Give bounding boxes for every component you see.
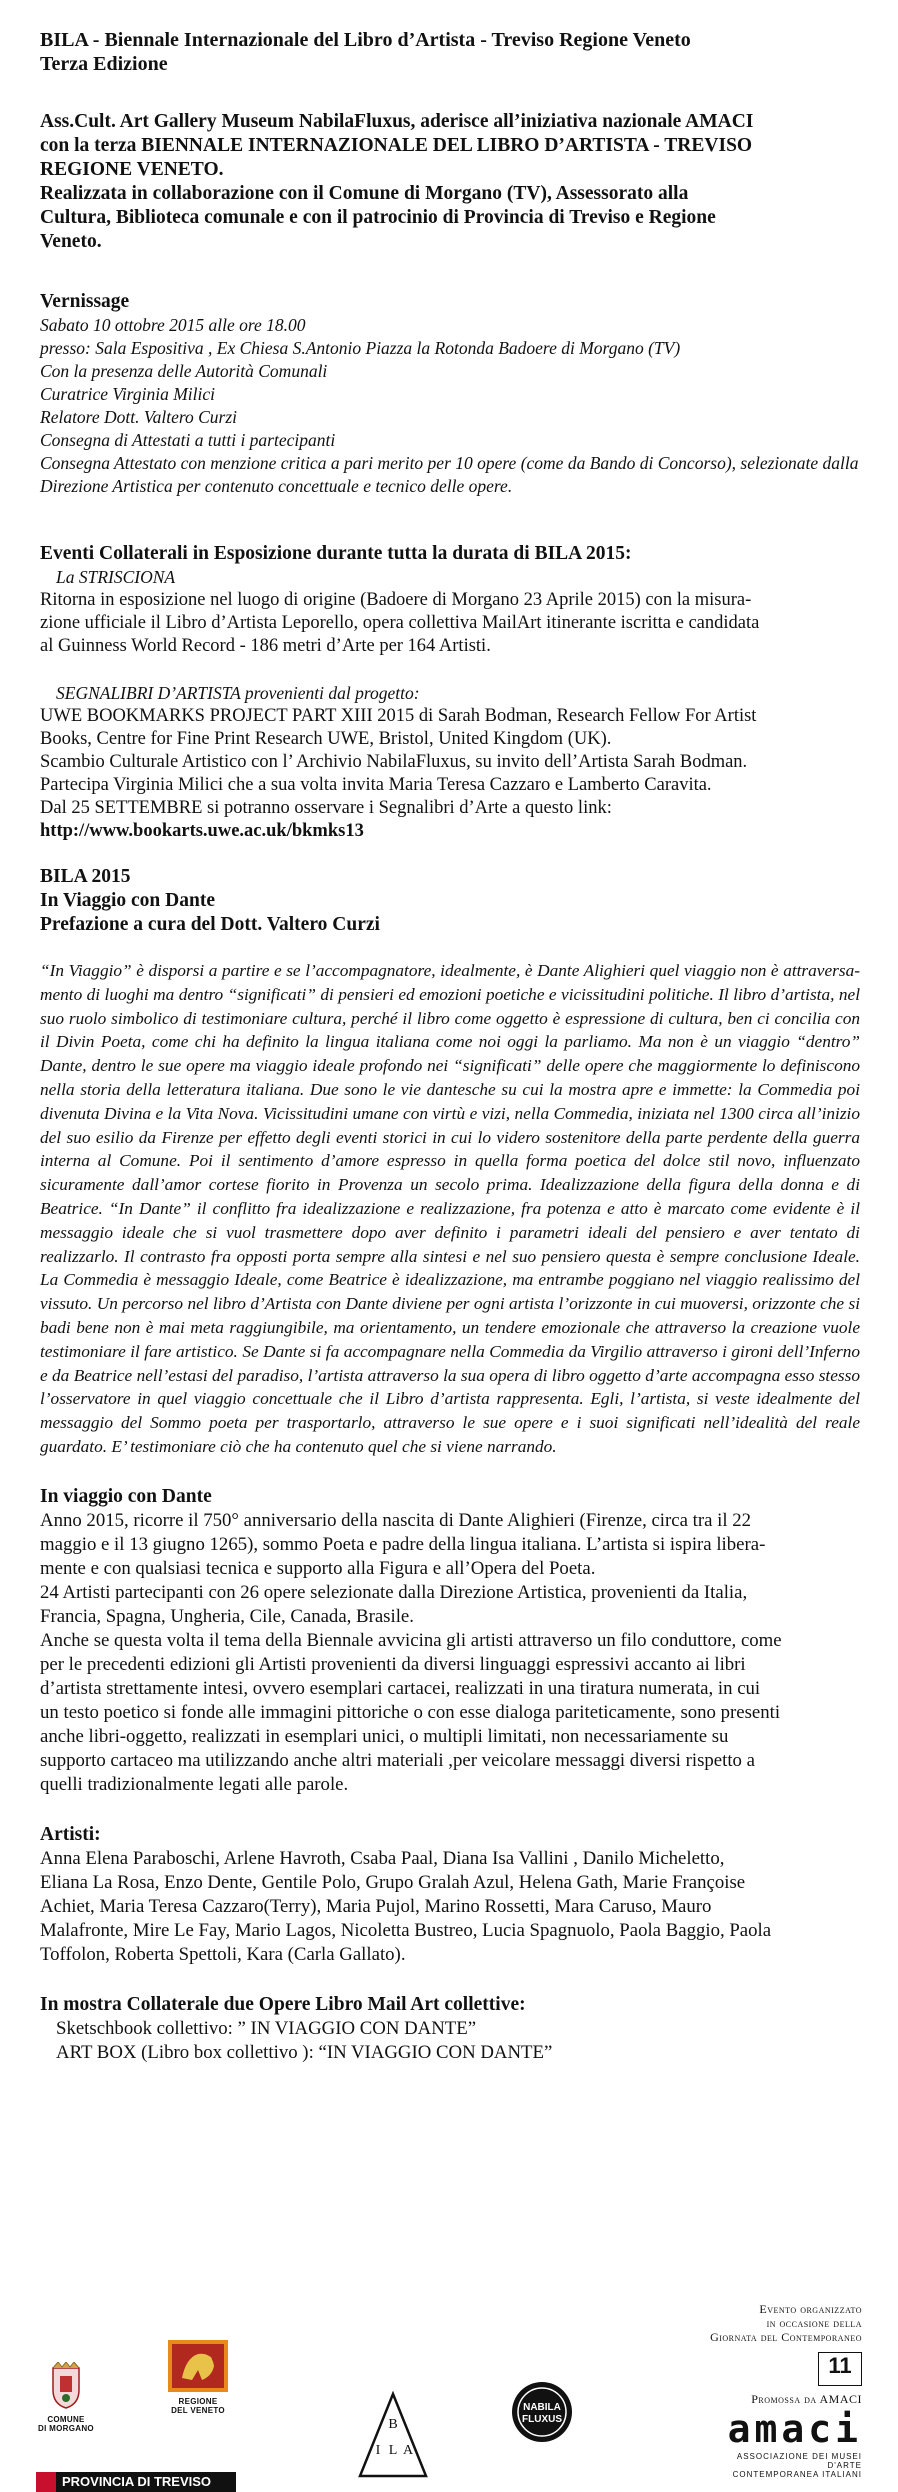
intro-line: con la terza BIENNALE INTERNAZIONALE DEL LIBRO D’ARTISTA - TREVISO xyxy=(40,135,753,156)
promossa-label: Promossa da AMACI xyxy=(751,2392,862,2406)
vernissage-line: Con la presenza delle Autorità Comunali xyxy=(40,361,328,381)
segnalibri-line: Books, Centre for Fine Print Research UWE, Bristol, United Kingdom (UK). xyxy=(40,729,612,749)
vernissage-line: Consegna Attestato con menzione critica a pari merito per 10 opere (come da Bando di Concorso), selezionate dalla xyxy=(40,453,859,473)
strisciona-line: zione ufficiale il Libro d’Artista Leporello, opera collettiva MailArt itinerante iscritta e candidata xyxy=(40,613,760,633)
viaggio-line: per le precedenti edizioni gli Artisti provenienti da diversi linguaggi espressivi accanto ai libri xyxy=(40,1653,746,1675)
regione-veneto-logo xyxy=(158,2340,238,2415)
morgano-caption: DI MORGANO xyxy=(38,2424,94,2433)
provincia-treviso-logo xyxy=(36,2472,236,2492)
document-title: BILA - Biennale Internazionale del Libro d’Artista - Treviso Regione Veneto xyxy=(40,29,691,51)
veneto-lion-icon xyxy=(168,2340,228,2392)
viaggio-line: supporto cartaceo ma utilizzando anche altri materiali ,per veicolare messaggi diversi rispetto a xyxy=(40,1749,755,1771)
segnalibri-title: SEGNALIBRI D’ARTISTA provenienti dal progetto: xyxy=(56,683,420,703)
bila-2015-subtitle: In Viaggio con Dante xyxy=(40,890,215,911)
nabilafluxus-logo xyxy=(510,2380,574,2449)
prefazione-title: Prefazione a cura del Dott. Valtero Curzi xyxy=(40,914,380,935)
vernissage-line: Direzione Artistica per contenuto concettuale e tecnico delle opere. xyxy=(40,476,513,496)
evento-line: in occasione della xyxy=(766,2316,862,2330)
vernissage-title: Vernissage xyxy=(40,291,130,312)
intro-line: REGIONE VENETO. xyxy=(40,159,224,180)
amaci-logo: amaci xyxy=(727,2407,862,2451)
prefazione-essay: “In Viaggio” è disporsi a partire e se l’accompagnatore, idealmente, è Dante Alighieri quel viaggio non è attraversa-mento di luoghi ma dentro “significati” di pensieri ed emozioni poetiche e vicissitudini politiche. Il libro d’artista, nel suo ruolo simbolico di testimoniare cultura, perché il libro come oggetto è espressione di cultura, ben ci concilia con il Divin Poeta, come chi ha definito la lingua italiana come noi oggi la parliamo. Ma non è un viaggio “dentro” Dante, dentro le sue opere ma viaggio ideale profondo nei “significati” delle opere che maggiormente lo definiscono nella storia della letteratura italiana. Due sono le vie dantesche su cui la mostra apre e immette: la Commedia poi divenuta Divina e la Vita Nova. Vicissitudini umane con virtù e vizi, nella Commedia, iniziata nel 1300 circa all’inizio del suo esilio da Firenze per effetto degli eventi storici in cui lo videro sostenitore della parte perdente della guerra interna al Comune. Poi il sentimento d’amore espresso in quella forma poetica del dolce stil novo, influenzato sicuramente dall’amor cortese fiorito in Provenza un secolo prima. Idealizzazione della figura della donna e di Beatrice. “In Dante” il conflitto fra idealizzazione e realizzazione, fra potenza e atto è marcato come evidente è il messaggio ideale che si vuol trasmettere dopo aver definito i parametri ideali del pensiero e aver tentato di realizzarlo. Il contrasto fra opposti porta sempre alla sintesi e nel suo pensiero questa è sempre conclusione Ideale. La Commedia è messaggio Ideale, come Beatrice è idealizzazione, ma entrambe poggiano nel viaggio realissimo del vissuto. Un percorso nel libro d’Artista con Dante diviene per ogni artista l’orizzonte in cui muoversi, orizzonte che si badi bene non è mai meta raggiungibile, ma orientamento, un tendere emozionale che attraverso la creazione vuole testimoniare il fare artistico. Se Dante si fa accompagnare nella Commedia da Virgilio attraverso i gironi dell’Inferno e da Beatrice nell’estasi del paradiso, l’artista attraverso la sua opera di libro oggetto d’arte accompagna esso stesso l’osservatore in quel viaggio concettuale che il Libro d’artista rappresenta. Egli, l’artista, si veste idealmente del messaggio del Sommo poeta per trasportarlo, attraverso le sue opere e i suoi significati nell’idealità del reale guardato. E’ testimoniare ciò che ha contenuto quel che si viene narrando. xyxy=(40,961,860,1456)
viaggio-line: mente e con qualsiasi tecnica e supporto alla Figura e all’Opera del Poeta. xyxy=(40,1557,596,1579)
vernissage-line: Relatore Dott. Valtero Curzi xyxy=(40,407,238,427)
bila-logo xyxy=(356,2390,430,2485)
vernissage-line: Curatrice Virginia Milici xyxy=(40,384,215,404)
artisti-line: Toffolon, Roberta Spettoli, Kara (Carla Gallato). xyxy=(40,1943,406,1965)
nabila-text: NABILA xyxy=(523,2402,561,2413)
bila-triangle-logo xyxy=(356,2390,430,2480)
document-page xyxy=(40,28,860,2065)
nabilafluxus-circle-logo xyxy=(510,2380,574,2444)
artisti-line: Anna Elena Paraboschi, Arlene Havroth, Csaba Paal, Diana Isa Vallini , Danilo Micheletto, xyxy=(40,1847,725,1869)
intro-line: Realizzata in collaborazione con il Comune di Morgano (TV), Assessorato alla xyxy=(40,183,689,204)
evento-note xyxy=(710,2302,862,2344)
artisti-line: Malafronte, Mire Le Fay, Mario Lagos, Nicoletta Bustreo, Lucia Spagnuolo, Paola Baggio, Paola xyxy=(40,1919,772,1941)
viaggio-line: Anche se questa volta il tema della Biennale avvicina gli artisti attraverso un filo conduttore, come xyxy=(40,1629,782,1651)
viaggio-title: In viaggio con Dante xyxy=(40,1485,212,1507)
viaggio-section xyxy=(40,1485,860,1797)
viaggio-line: maggio e il 13 giugno 1265), sommo Poeta e padre della lingua italiana. L’artista si ispira libera- xyxy=(40,1533,766,1555)
bila-letter: L xyxy=(388,2443,398,2458)
viaggio-line: un testo poetico si fonde alle immagini pittoriche o con esse dialoga pariteticamente, sono presenti xyxy=(40,1701,781,1723)
intro-line: Veneto. xyxy=(40,231,102,252)
provincia-label: PROVINCIA DI TREVISO xyxy=(62,2474,212,2489)
artisti-line: Eliana La Rosa, Enzo Dente, Gentile Polo, Grupo Gralah Azul, Helena Gath, Marie Françoise xyxy=(40,1871,746,1893)
segnalibri-line: UWE BOOKMARKS PROJECT PART XIII 2015 di Sarah Bodman, Research Fellow For Artist xyxy=(40,706,757,726)
segnalibri-line: Partecipa Virginia Milici che a sua volta invita Maria Teresa Cazzaro e Lamberto Caravita. xyxy=(40,775,712,795)
mostra-line: ART BOX (Libro box collettivo ): “IN VIAGGIO CON DANTE” xyxy=(56,2041,553,2063)
viaggio-line: quelli tradizionalmente legati alle parole. xyxy=(40,1773,349,1795)
bila-letter: A xyxy=(402,2443,414,2458)
evento-line: Evento organizzato xyxy=(759,2302,862,2316)
mostra-title: In mostra Collaterale due Opere Libro Mail Art collettive: xyxy=(40,1993,526,2015)
strisciona-line: Ritorna in esposizione nel luogo di origine (Badoere di Morgano 23 Aprile 2015) con la misura- xyxy=(40,590,752,610)
bila-letter: I xyxy=(375,2443,381,2458)
viaggio-line: Anno 2015, ricorre il 750° anniversario della nascita di Dante Alighieri (Firenze, circa tra il 22 xyxy=(40,1509,752,1531)
artisti-section xyxy=(40,1823,860,1967)
artisti-line: Achiet, Maria Teresa Cazzaro(Terry), Maria Pujol, Marino Rossetti, Mara Caruso, Mauro xyxy=(40,1895,712,1917)
veneto-caption: REGIONE xyxy=(178,2397,218,2406)
vernissage-line: Sabato 10 ottobre 2015 alle ore 18.00 xyxy=(40,315,306,335)
artisti-title: Artisti: xyxy=(40,1823,101,1845)
eventi-collaterali-section xyxy=(40,542,860,843)
bila-2015-section xyxy=(40,865,860,1459)
mostra-collaterale-section xyxy=(40,1993,860,2065)
viaggio-line: 24 Artisti partecipanti con 26 opere selezionate dalla Direzione Artistica, provenienti da Italia, xyxy=(40,1581,748,1603)
vernissage-section xyxy=(40,290,860,498)
intro-line: Ass.Cult. Art Gallery Museum NabilaFluxus, aderisce all’iniziativa nazionale AMACI xyxy=(40,111,754,132)
segnalibri-line: Dal 25 SETTEMBRE si potranno osservare i Segnalibri d’Arte a questo link: xyxy=(40,798,612,818)
morgano-caption: COMUNE xyxy=(47,2415,85,2424)
amaci-sub-line: ASSOCIAZIONE DEI MUSEI D'ARTE xyxy=(736,2452,862,2470)
viaggio-line: d’artista strettamente intesi, ovvero esemplari cartacei, realizzati in una tiratura numerata, in cui xyxy=(40,1677,761,1699)
intro-block xyxy=(40,110,860,254)
vernissage-line: presso: Sala Espositiva , Ex Chiesa S.Antonio Piazza la Rotonda Badoere di Morgano (TV) xyxy=(40,338,681,358)
viaggio-line: Francia, Spagna, Ungheria, Cile, Canada, Brasile. xyxy=(40,1605,414,1627)
eventi-title: Eventi Collaterali in Esposizione durante tutta la durata di BILA 2015: xyxy=(40,543,632,564)
bila-letter: B xyxy=(388,2417,398,2432)
amaci-subtitle xyxy=(712,2452,862,2479)
intro-line: Cultura, Biblioteca comunale e con il patrocinio di Provincia di Treviso e Regione xyxy=(40,207,716,228)
strisciona-title: La STRISCIONA xyxy=(56,567,176,587)
giornata-badge: 11 xyxy=(818,2352,862,2386)
evento-line: Giornata del Contemporaneo xyxy=(710,2330,862,2344)
comune-morgano-logo xyxy=(36,2362,96,2433)
edition-label: Terza Edizione xyxy=(40,53,168,75)
mostra-line: Sketschbook collettivo: ” IN VIAGGIO CON DANTE” xyxy=(56,2017,477,2039)
bookarts-link[interactable]: http://www.bookarts.uwe.ac.uk/bkmks13 xyxy=(40,821,364,841)
bila-2015-title: BILA 2015 xyxy=(40,866,131,887)
vernissage-line: Consegna di Attestati a tutti i partecipanti xyxy=(40,430,336,450)
viaggio-line: anche libri-oggetto, realizzati in esemplari unici, o multipli limitati, non necessariamente su xyxy=(40,1725,729,1747)
provincia-mark-icon xyxy=(36,2472,56,2492)
segnalibri-line: Scambio Culturale Artistico con l’ Archivio NabilaFluxus, su invito dell’Artista Sarah Bodman. xyxy=(40,752,748,772)
veneto-caption: DEL VENETO xyxy=(171,2406,225,2415)
strisciona-line: al Guinness World Record - 186 metri d’Arte per 164 Artisti. xyxy=(40,636,491,656)
sponsor-footer xyxy=(0,2300,898,2492)
amaci-sub-line: CONTEMPORANEA ITALIANI xyxy=(732,2470,862,2479)
morgano-coat-of-arms-icon xyxy=(49,2362,83,2410)
nabila-text: FLUXUS xyxy=(522,2414,562,2425)
